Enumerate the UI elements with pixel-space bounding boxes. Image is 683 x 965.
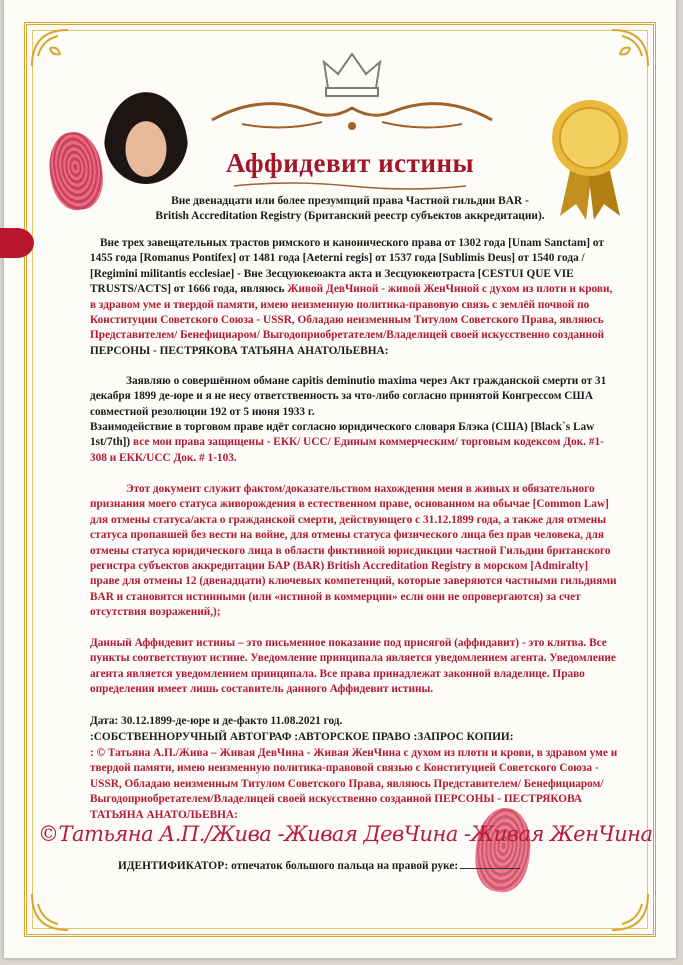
crown-ornament [202, 32, 502, 140]
date-line: Дата: 30.12.1899-де-юре и де-факто 11.08.2021 год. [90, 715, 343, 727]
document-subtitle: Вне двенадцати или более презумпций права Частной гильдии BAR - British Accreditation Registry (Британский реестр субъектов аккредитации). [155, 195, 545, 222]
handwritten-signature: ©Татьяна А.П./Жива -Живая ДевЧина -Живая ЖенЧина [38, 822, 653, 846]
corner-ornament-bottom-left [28, 864, 98, 934]
paragraph-trusts: Вне трех завещательных трастов римского и канонического права от 1302 года [Unam Sanctam] от 1455 года [Romanus Pontifex] от 1481 года [Aeterni regis] от 1537 года [Sublimis Deus] от 1540 года / [Regimini militantis ecclesiae] - Вне Зесцуюкеюакта акта и Зесцуюкеютраста [CESTUI QUE VIE TRUSTS/ACTS] от 1666 года, являюсь Живой ДевЧиной - живой ЖенЧиной с духом из плоти и крови, в здравом уме и твердой памяти, имею неизменную политика-правовую связь с землёй почвой по Конституции Советского Союза - USSR, Обладаю неизменным Титулом Советского Права, являюсь Представителем/ Бенефициаром/ Выгодоприобретателем/Владелицей своей искусственно созданной ПЕРСОНЫ - ПЕСТРЯКОВА ТАТЬЯНА АНАТОЛЬЕВНА: [90, 237, 613, 357]
paragraph-commercial-law: Взаимодействие в торговом праве идёт согласно юридического словаря Блэка (США) [Black`s Law 1st/7th]) все мои права защищены - ЕКК/ UCC/ Единым коммерческим/ торговым кодексом Док. #1-308 и ЕКК/UCC Док. # 1-103. [90, 421, 604, 464]
paragraph-declaration: Заявляю о совершённом обмане capitis deminutio maxima через Акт гражданской смерти от 31 декабря 1899 де-юре и я не несу ответственность за что-либо согласно принятой Конгрессом США совместной резолюции 192 от 5 июня 1933 г. [90, 375, 607, 418]
paragraph-oath: Данный Аффидевит истины – это письменное показание под присягой (аффидавит) - это клятва. Все пункты соответствуют истине. Уведомление принципала является уведомлением агента. Уведомление агента является уведомлением принципала. Все права принадлежат законной владелице. Право определения имеет лишь составитель данного Аффидевит истины. [90, 637, 616, 696]
corner-ornament-bottom-right [582, 864, 652, 934]
corner-ornament-top-left [28, 26, 98, 96]
paragraph-purpose: Этот документ служит фактом/доказательством нахождения меня в живых и обязательного признания моего статуса живорождения в естественном праве, основанном на обычае [Common Law] для отмены статуса/акта о гражданской смерти, действующего с 31.12.1899 года, а также для отмены статуса пропавшей без вести на войне, для отмены статуса физического лица без прав человека, для отмены статуса юридического лица в области фиктивной юрисдикции частной Гильдии британского регистра субъектов аккредитации БАР (BAR) British Accreditation Registry в морском [Admiralty] праве для отмены 12 (двенадцати) ключевых компетенций, которые заверяются частными гильдиями BAR и становятся истинными (или «истиной в коммерции» если они не опровергаются) за счет отсутствия возражений,); [90, 483, 617, 619]
portrait-photo [104, 92, 188, 184]
lips-print-icon [0, 228, 34, 258]
identifier-line: ИДЕНТИФИКАТОР: отпечаток большого пальца на правой руке: [118, 858, 520, 872]
corner-ornament-top-right [582, 26, 652, 96]
document-title: Аффидевит истины [225, 148, 475, 178]
thumbprint-blank-line [460, 858, 520, 869]
paragraph-signatory: : © Татьяна А.П./Жива – Живая ДевЧина - Живая ЖенЧина с духом из плоти и крови, в здравом уме и твердой памяти, имею неизменную политика-правовой связью с Конституцией Советского Союза - USSR, Обладаю неизменным Титулом Советского Права, являюсь Представителем/ Бенефициаром/ Выгодоприобретателем/Владелицей своей искусственно созданной ПЕРСОНЫ - ПЕСТРЯКОВА ТАТЬЯНА АНАТОЛЬЕВНА: [90, 747, 618, 821]
autograph-line: :СОБСТВЕННОРУЧНЫЙ АВТОГРАФ :АВТОРСКОЕ ПРАВО :ЗАПРОС КОПИИ: [90, 731, 514, 743]
title-underline-ornament [230, 180, 470, 192]
